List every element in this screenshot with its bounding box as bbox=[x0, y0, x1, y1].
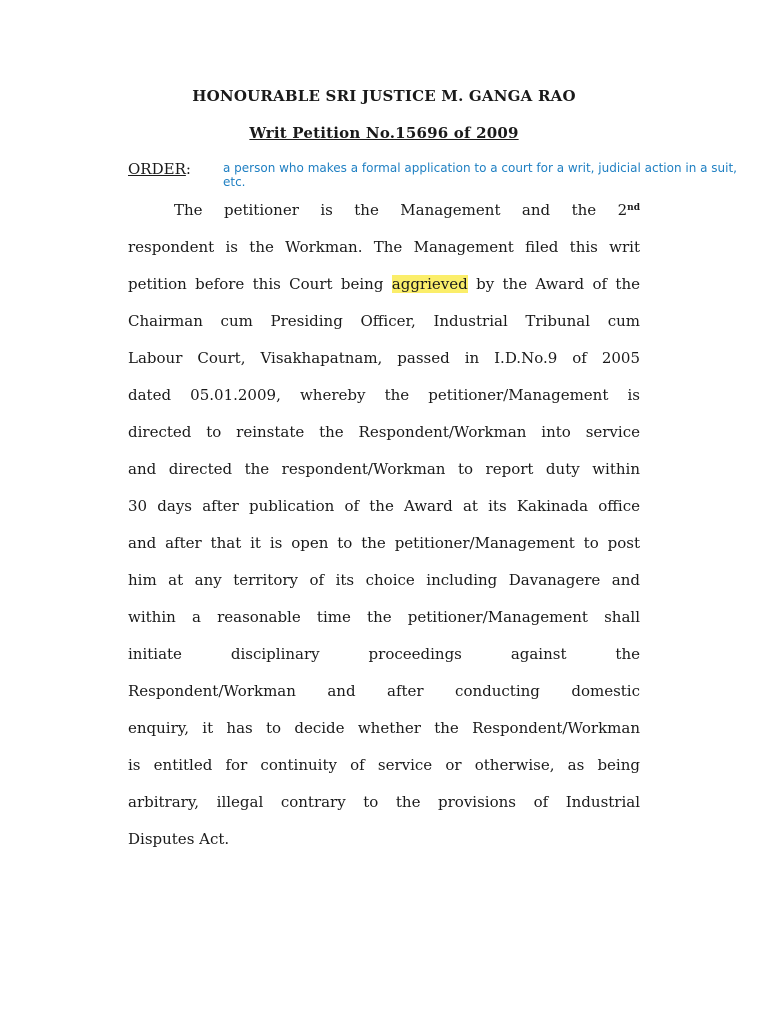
body-line-1-text: The petitioner is the Management and the 2 bbox=[174, 201, 628, 219]
body-line-14: Respondent/Workman and after conducting domestic bbox=[128, 682, 640, 700]
order-colon: : bbox=[185, 160, 191, 178]
body-line-17: arbitrary, illegal contrary to the provisions of Industrial bbox=[128, 793, 640, 811]
body-line-13: initiate disciplinary proceedings against the bbox=[128, 645, 640, 663]
body-line-7: directed to reinstate the Respondent/Workman into service bbox=[128, 423, 640, 441]
definition-gloss: a person who makes a formal application to a court for a writ, judicial action in a suit, etc. bbox=[223, 161, 737, 189]
body-line-15: enquiry, it has to decide whether the Respondent/Workman bbox=[128, 719, 640, 737]
body-line-2: respondent is the Workman. The Management filed this writ bbox=[128, 238, 640, 256]
body-line-8: and directed the respondent/Workman to report duty within bbox=[128, 460, 640, 478]
body-line-18: Disputes Act. bbox=[128, 830, 230, 848]
body-line-3-a: petition before this Court being bbox=[128, 275, 384, 293]
body-line-10: and after that it is open to the petitioner/Management to post bbox=[128, 534, 640, 552]
body-line-12: within a reasonable time the petitioner/Management shall bbox=[128, 608, 640, 626]
body-line-3 bbox=[128, 266, 640, 303]
order-label bbox=[128, 160, 191, 178]
body-line-1 bbox=[128, 192, 640, 229]
body-line-9: 30 days after publication of the Award at its Kakinada office bbox=[128, 497, 640, 515]
body-line-4: Chairman cum Presiding Officer, Industrial Tribunal cum bbox=[128, 312, 640, 330]
body-line-3-b: by the Award of the bbox=[476, 275, 640, 293]
body-line-16: is entitled for continuity of service or otherwise, as being bbox=[128, 756, 640, 774]
judge-heading: HONOURABLE SRI JUSTICE M. GANGA RAO bbox=[192, 87, 576, 105]
ordinal-superscript: nd bbox=[627, 203, 640, 213]
order-body bbox=[128, 192, 640, 858]
highlighted-word[interactable]: aggrieved bbox=[391, 275, 468, 293]
order-label-text: ORDER bbox=[128, 160, 186, 178]
body-line-11: him at any territory of its choice including Davanagere and bbox=[128, 571, 640, 589]
case-title: Writ Petition No.15696 of 2009 bbox=[249, 124, 519, 142]
body-line-5: Labour Court, Visakhapatnam, passed in I.D.No.9 of 2005 bbox=[128, 349, 640, 367]
body-line-6: dated 05.01.2009, whereby the petitioner/Management is bbox=[128, 386, 640, 404]
